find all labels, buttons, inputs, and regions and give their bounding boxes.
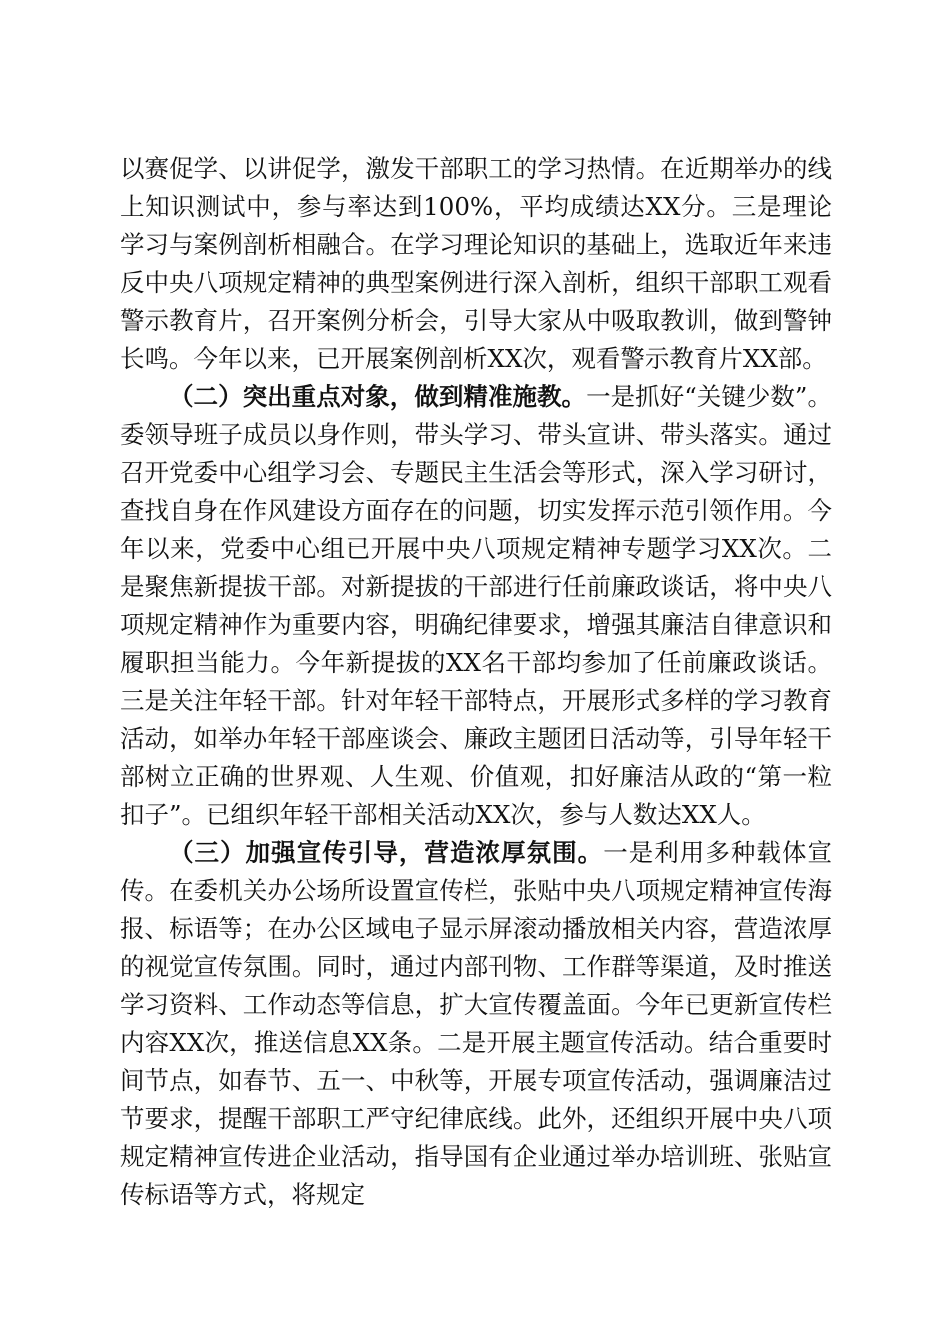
paragraph-text: 一是抓好“关键少数”。委领导班子成员以身作则，带头学习、带头宣讲、带头落实。通过召开党委中心组学习会、专题民主生活会等形式，深入学习研讨，查找自身在作风建设方面存在的问题，切实发挥示范引领作用。今年以来，党委中心组已开展中央八项规定精神专题学习XX次。二是聚焦新提拔干部。对新提拔的干部进行任前廉政谈话，将中央八项规定精神作为重要内容，明确纪律要求，增强其廉洁自律意识和履职担当能力。今年新提拔的XX名干部均参加了任前廉政谈话。三是关注年轻干部。针对年轻干部特点，开展形式多样的学习教育活动，如举办年轻干部座谈会、廉政主题团日活动等，引导年轻干部树立正确的世界观、人生观、价值观，扣好廉洁从政的“第一粒扣子”。已组织年轻干部相关活动XX次，参与人数达XX人。 xyxy=(120,382,832,829)
document-body xyxy=(120,150,832,1214)
paragraph-text: 一是利用多种载体宣传。在委机关办公场所设置宣传栏，张贴中央八项规定精神宣传海报、标语等；在办公区域电子显示屏滚动播放相关内容，营造浓厚的视觉宣传氛围。同时，通过内部刊物、工作群等渠道，及时推送学习资料、工作动态等信息，扩大宣传覆盖面。今年已更新宣传栏内容XX次，推送信息XX条。二是开展主题宣传活动。结合重要时间节点，如春节、五一、中秋等，开展专项宣传活动，强调廉洁过节要求，提醒干部职工严守纪律底线。此外，还组织开展中央八项规定精神宣传进企业活动，指导国有企业通过举办培训班、张贴宣传标语等方式，将规定 xyxy=(120,838,833,1209)
paragraph-text: 以赛促学、以讲促学，激发干部职工的学习热情。在近期举办的线上知识测试中，参与率达到100%，平均成绩达XX分。三是理论学习与案例剖析相融合。在学习理论知识的基础上，选取近年来违反中央八项规定精神的典型案例进行深入剖析，组织干部职工观看警示教育片，召开案例分析会，引导大家从中吸取教训，做到警钟长鸣。今年以来，已开展案例剖析XX次，观看警示教育片XX部。 xyxy=(120,154,832,373)
paragraph-key-targets xyxy=(120,378,832,834)
section-heading-2: （二）突出重点对象，做到精准施教。 xyxy=(169,382,587,411)
paragraph-continuation xyxy=(120,150,832,378)
paragraph-publicity xyxy=(120,834,832,1214)
section-heading-3: （三）加强宣传引导，营造浓厚氛围。 xyxy=(169,838,604,867)
